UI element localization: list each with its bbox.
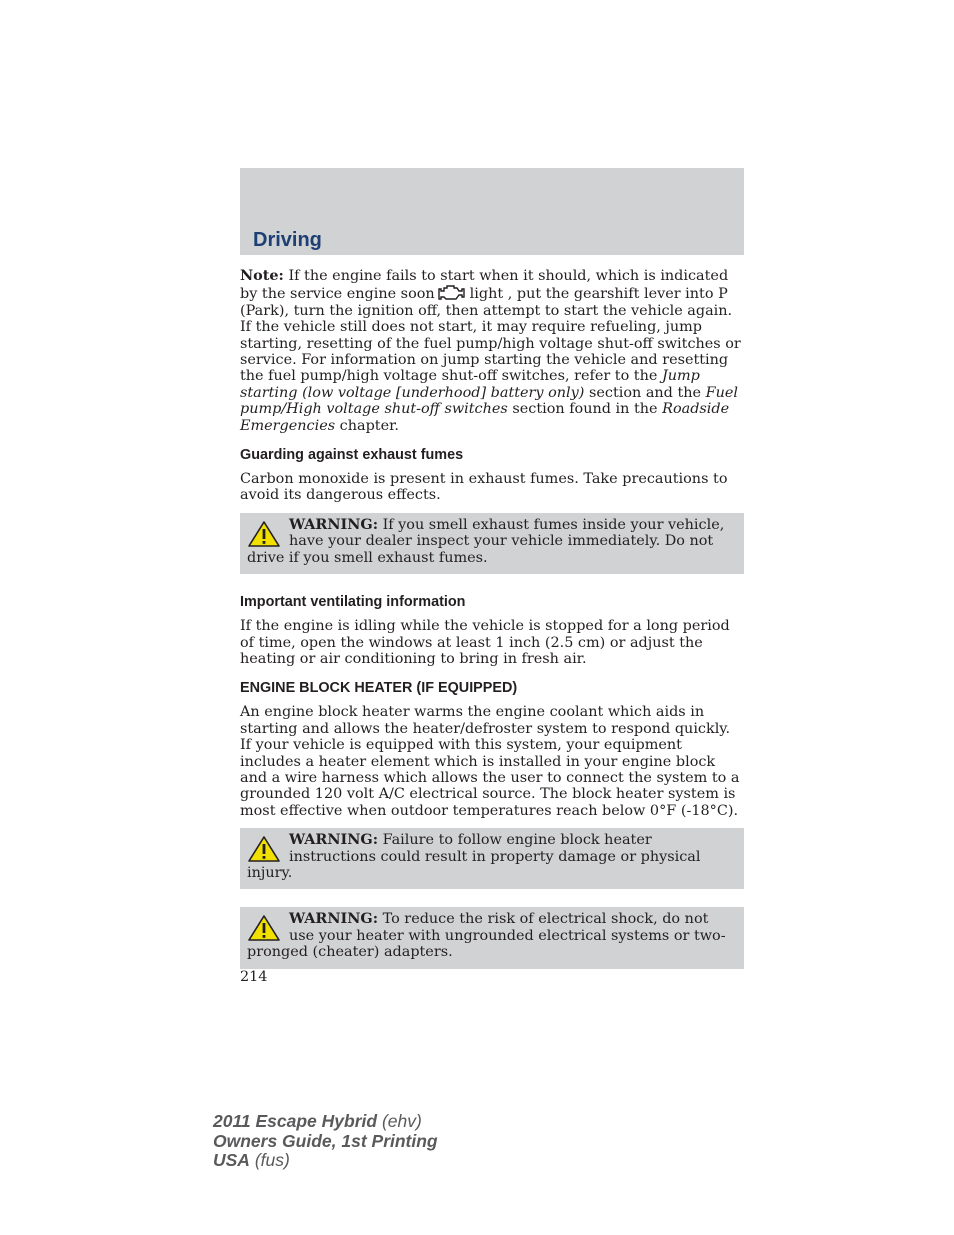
note-ref-jump-starting: Jump starting (low voltage [underhood] battery only) — [240, 368, 700, 401]
footer-line-market — [213, 1151, 438, 1171]
exhaust-fumes-body: Carbon monoxide is present in exhaust fumes. Take precautions to avoid its dangerous effects. — [240, 471, 728, 504]
note-text-3: section and the — [584, 384, 706, 401]
note-label: Note: — [240, 267, 284, 284]
footer-model: 2011 Escape Hybrid — [213, 1111, 378, 1131]
warning-text: If you smell exhaust fumes inside your vehicle, have your dealer inspect your vehicle immediately. Do not drive if you smell exhaust fumes. — [247, 516, 725, 566]
warning-label: WARNING: — [289, 910, 379, 928]
warning-box-electrical — [240, 907, 744, 968]
heading-ventilating: Important ventilating information — [240, 594, 466, 611]
heading-block-heater: ENGINE BLOCK HEATER (IF EQUIPPED) — [240, 680, 518, 697]
note-text-4: section found in the — [507, 401, 663, 418]
chapter-title: Driving — [253, 229, 322, 251]
warning-label: WARNING: — [289, 831, 379, 849]
note-text-2: light , put the gearshift lever into P (Park), turn the ignition off, then attempt to start the vehicle again. If the vehicle still does not start, it may require refueling, jump starting, resetting of the fuel pump/high voltage shut-off switches or service. For information on jump starting the vehicle and resetting the fuel pump/high voltage shut-off switches, refer to the — [240, 286, 741, 385]
warning-text: Failure to follow engine block heater instructions could result in property damage or physical injury. — [247, 832, 701, 881]
note-paragraph — [240, 268, 744, 434]
page-number: 214 — [240, 968, 268, 985]
warning-box-exhaust — [240, 513, 744, 574]
heading-exhaust-fumes: Guarding against exhaust fumes — [240, 447, 464, 464]
warning-text: To reduce the risk of electrical shock, do not use your heater with ungrounded electrical systems or two-pronged (cheater) adapters. — [247, 911, 726, 961]
note-ref-roadside: Roadside Emergencies — [240, 401, 730, 434]
warning-triangle-icon — [247, 835, 281, 863]
chapter-header — [240, 168, 744, 255]
ventilating-body: If the engine is idling while the vehicle is stopped for a long period of time, open the windows at least 1 inch (2.5 cm) or adjust the heating or air conditioning to bring in fresh air. — [240, 618, 730, 667]
footer-market: USA — [213, 1150, 250, 1170]
warning-triangle-icon — [247, 914, 281, 942]
block-heater-body: An engine block heater warms the engine coolant which aids in starting and allows the heater/defroster system to respond quickly. If your vehicle is equipped with this system, your equipment includes a heater element which is installed in your engine block and a wire harness which allows the user to connect the system to a grounded 120 volt A/C electrical source. The block heater system is most effective when outdoor temperatures reach below 0°F (-18°C). — [240, 704, 740, 819]
footer-line-guide — [213, 1132, 438, 1152]
warning-box-block-heater — [240, 828, 744, 889]
warning-label: WARNING: — [289, 515, 379, 533]
note-ref-fuel-pump: Fuel pump/High voltage shut-off switches — [240, 384, 738, 418]
footer-model-code: (ehv) — [377, 1111, 422, 1131]
note-text-1: If the engine fails to start when it should, which is indicated by the service engine soon — [240, 268, 729, 303]
warning-triangle-icon — [247, 520, 281, 548]
footer-market-code: (fus) — [249, 1150, 290, 1170]
document-footer — [213, 1112, 438, 1171]
check-engine-icon — [437, 284, 467, 302]
note-text-5: chapter. — [335, 417, 399, 434]
footer-guide: Owners Guide, 1st Printing — [213, 1130, 438, 1151]
footer-line-model — [213, 1112, 438, 1132]
page-content — [240, 268, 744, 985]
